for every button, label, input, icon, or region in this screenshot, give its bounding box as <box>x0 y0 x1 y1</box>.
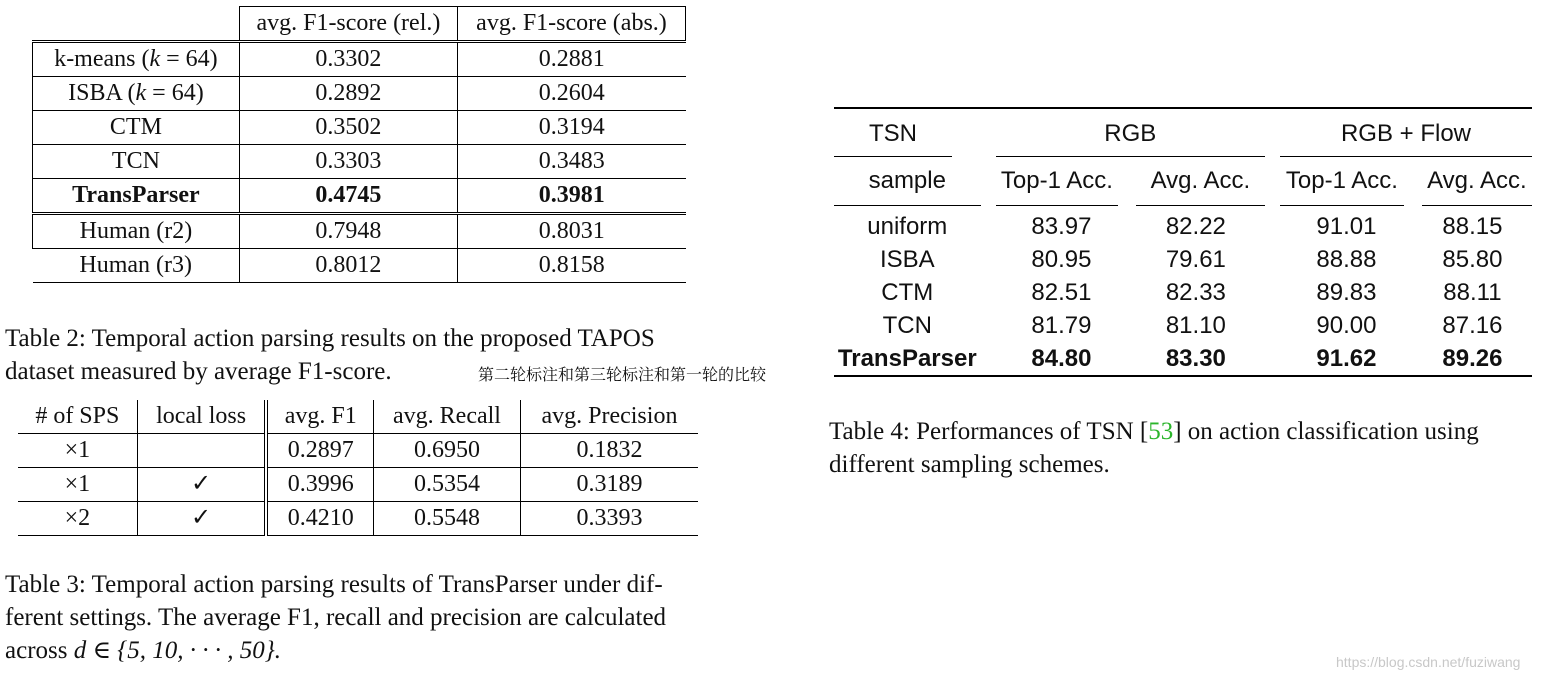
caption-label: Table 2: <box>5 325 86 352</box>
table-row <box>18 502 698 536</box>
value-cell: 88.15 <box>1442 213 1503 240</box>
table-row <box>834 206 1532 244</box>
sample-cell: TransParser <box>837 345 977 372</box>
value-cell: 80.95 <box>1031 246 1092 273</box>
corner-header-bottom: sample <box>834 157 981 206</box>
precision-cell: 0.3189 <box>520 468 698 502</box>
header-cell: local loss <box>137 400 266 434</box>
value-cell: 88.88 <box>1316 246 1377 273</box>
checkmark-icon: ✓ <box>137 502 266 536</box>
value-cell: 89.26 <box>1442 345 1503 372</box>
method-cell: ISBA (k = 64) <box>33 77 240 111</box>
table-row <box>33 145 686 179</box>
sample-cell: TCN <box>882 312 932 339</box>
method-cell: Human (r2) <box>33 214 240 249</box>
sample-cell: uniform <box>867 213 948 240</box>
table-row <box>18 434 698 468</box>
value-cell: 88.11 <box>1443 279 1502 306</box>
header-cell <box>33 7 240 42</box>
header-cell: avg. Recall <box>374 400 521 434</box>
caption-text: ferent settings. The average F1, recall and precision are calculated <box>5 604 667 631</box>
caption-text: across <box>5 637 74 664</box>
abs-score-cell: 0.3483 <box>457 145 685 179</box>
caption-math: d ∈ {5, 10, · · · , 50}. <box>73 637 281 664</box>
sps-cell: ×1 <box>18 468 137 502</box>
sample-cell: ISBA <box>879 246 935 273</box>
table-4 <box>834 107 1532 377</box>
table-row <box>33 111 686 145</box>
caption-text: Temporal action parsing results of TransParser under dif- <box>85 571 663 598</box>
sps-cell: ×2 <box>18 502 137 536</box>
method-cell: TransParser <box>33 179 240 214</box>
local-loss-cell <box>137 434 266 468</box>
value-cell: 91.62 <box>1316 345 1377 372</box>
table-4-grid <box>834 109 1532 375</box>
chinese-annotation: 第二轮标注和第三轮标注和第一轮的比较 <box>478 365 767 384</box>
caption-text: ] on action classification using <box>1173 418 1479 445</box>
value-cell: 83.30 <box>1165 345 1226 372</box>
rel-score-cell: 0.4745 <box>239 179 457 214</box>
value-cell: 83.97 <box>1031 213 1092 240</box>
method-cell: CTM <box>33 111 240 145</box>
f1-cell: 0.2897 <box>266 434 373 468</box>
corner-header-top: TSN <box>834 109 981 157</box>
table-header-row <box>33 7 686 42</box>
value-cell: 82.51 <box>1031 279 1092 306</box>
table-row <box>18 468 698 502</box>
precision-cell: 0.1832 <box>520 434 698 468</box>
value-cell: 87.16 <box>1442 312 1503 339</box>
table-row <box>834 342 1532 375</box>
recall-cell: 0.5548 <box>374 502 521 536</box>
header-cell: Top-1 Acc. <box>996 157 1127 206</box>
table-row <box>33 179 686 214</box>
header-cell: avg. F1-score (abs.) <box>457 7 685 42</box>
rel-score-cell: 0.7948 <box>239 214 457 249</box>
header-cell: avg. F1 <box>266 400 373 434</box>
header-cell: Avg. Acc. <box>1127 157 1265 206</box>
table-subheader-row <box>834 157 1532 206</box>
rel-score-cell: 0.3303 <box>239 145 457 179</box>
caption-text: Temporal action parsing results on the proposed TAPOS dataset measured by average F1-score. <box>5 325 655 385</box>
method-cell: TCN <box>33 145 240 179</box>
value-cell: 82.22 <box>1165 213 1226 240</box>
citation-link[interactable]: 53 <box>1148 418 1174 445</box>
value-cell: 81.79 <box>1031 312 1092 339</box>
abs-score-cell: 0.2604 <box>457 77 685 111</box>
value-cell: 89.83 <box>1316 279 1377 306</box>
table-row <box>834 276 1532 309</box>
table-row <box>33 249 686 283</box>
rel-score-cell: 0.2892 <box>239 77 457 111</box>
table-row <box>33 42 686 77</box>
table-3 <box>18 400 698 536</box>
sample-cell: CTM <box>881 279 934 306</box>
table-row <box>834 309 1532 342</box>
table-row <box>834 243 1532 276</box>
watermark: https://blog.csdn.net/fuziwang <box>1336 654 1521 670</box>
value-cell: 91.01 <box>1316 213 1377 240</box>
rel-score-cell: 0.8012 <box>239 249 457 283</box>
header-cell: Avg. Acc. <box>1413 157 1532 206</box>
recall-cell: 0.5354 <box>374 468 521 502</box>
method-cell: Human (r3) <box>33 249 240 283</box>
caption-label: Table 3: <box>5 571 86 598</box>
value-cell: 85.80 <box>1442 246 1503 273</box>
table-4-caption <box>829 415 1544 481</box>
table-2 <box>32 6 686 283</box>
value-cell: 81.10 <box>1165 312 1226 339</box>
table-header-row <box>18 400 698 434</box>
header-cell: avg. F1-score (rel.) <box>239 7 457 42</box>
group-header-flow: RGB + Flow <box>1280 109 1532 157</box>
header-cell: Top-1 Acc. <box>1280 157 1413 206</box>
table-3-caption <box>5 568 725 667</box>
precision-cell: 0.3393 <box>520 502 698 536</box>
abs-score-cell: 0.8031 <box>457 214 685 249</box>
abs-score-cell: 0.3981 <box>457 179 685 214</box>
header-cell: avg. Precision <box>520 400 698 434</box>
recall-cell: 0.6950 <box>374 434 521 468</box>
abs-score-cell: 0.2881 <box>457 42 685 77</box>
table-header-row <box>834 109 1532 157</box>
value-cell: 90.00 <box>1316 312 1377 339</box>
value-cell: 79.61 <box>1165 246 1226 273</box>
checkmark-icon: ✓ <box>137 468 266 502</box>
value-cell: 82.33 <box>1165 279 1226 306</box>
table-row <box>33 214 686 249</box>
rel-score-cell: 0.3302 <box>239 42 457 77</box>
f1-cell: 0.4210 <box>266 502 373 536</box>
method-cell: k-means (k = 64) <box>33 42 240 77</box>
table-row <box>33 77 686 111</box>
caption-text: different sampling schemes. <box>829 451 1110 478</box>
value-cell: 84.80 <box>1031 345 1092 372</box>
f1-cell: 0.3996 <box>266 468 373 502</box>
header-cell: # of SPS <box>18 400 137 434</box>
abs-score-cell: 0.3194 <box>457 111 685 145</box>
caption-label: Table 4: <box>829 418 910 445</box>
abs-score-cell: 0.8158 <box>457 249 685 283</box>
sps-cell: ×1 <box>18 434 137 468</box>
rel-score-cell: 0.3502 <box>239 111 457 145</box>
caption-text: Performances of TSN [ <box>909 418 1149 445</box>
group-header-rgb: RGB <box>996 109 1265 157</box>
